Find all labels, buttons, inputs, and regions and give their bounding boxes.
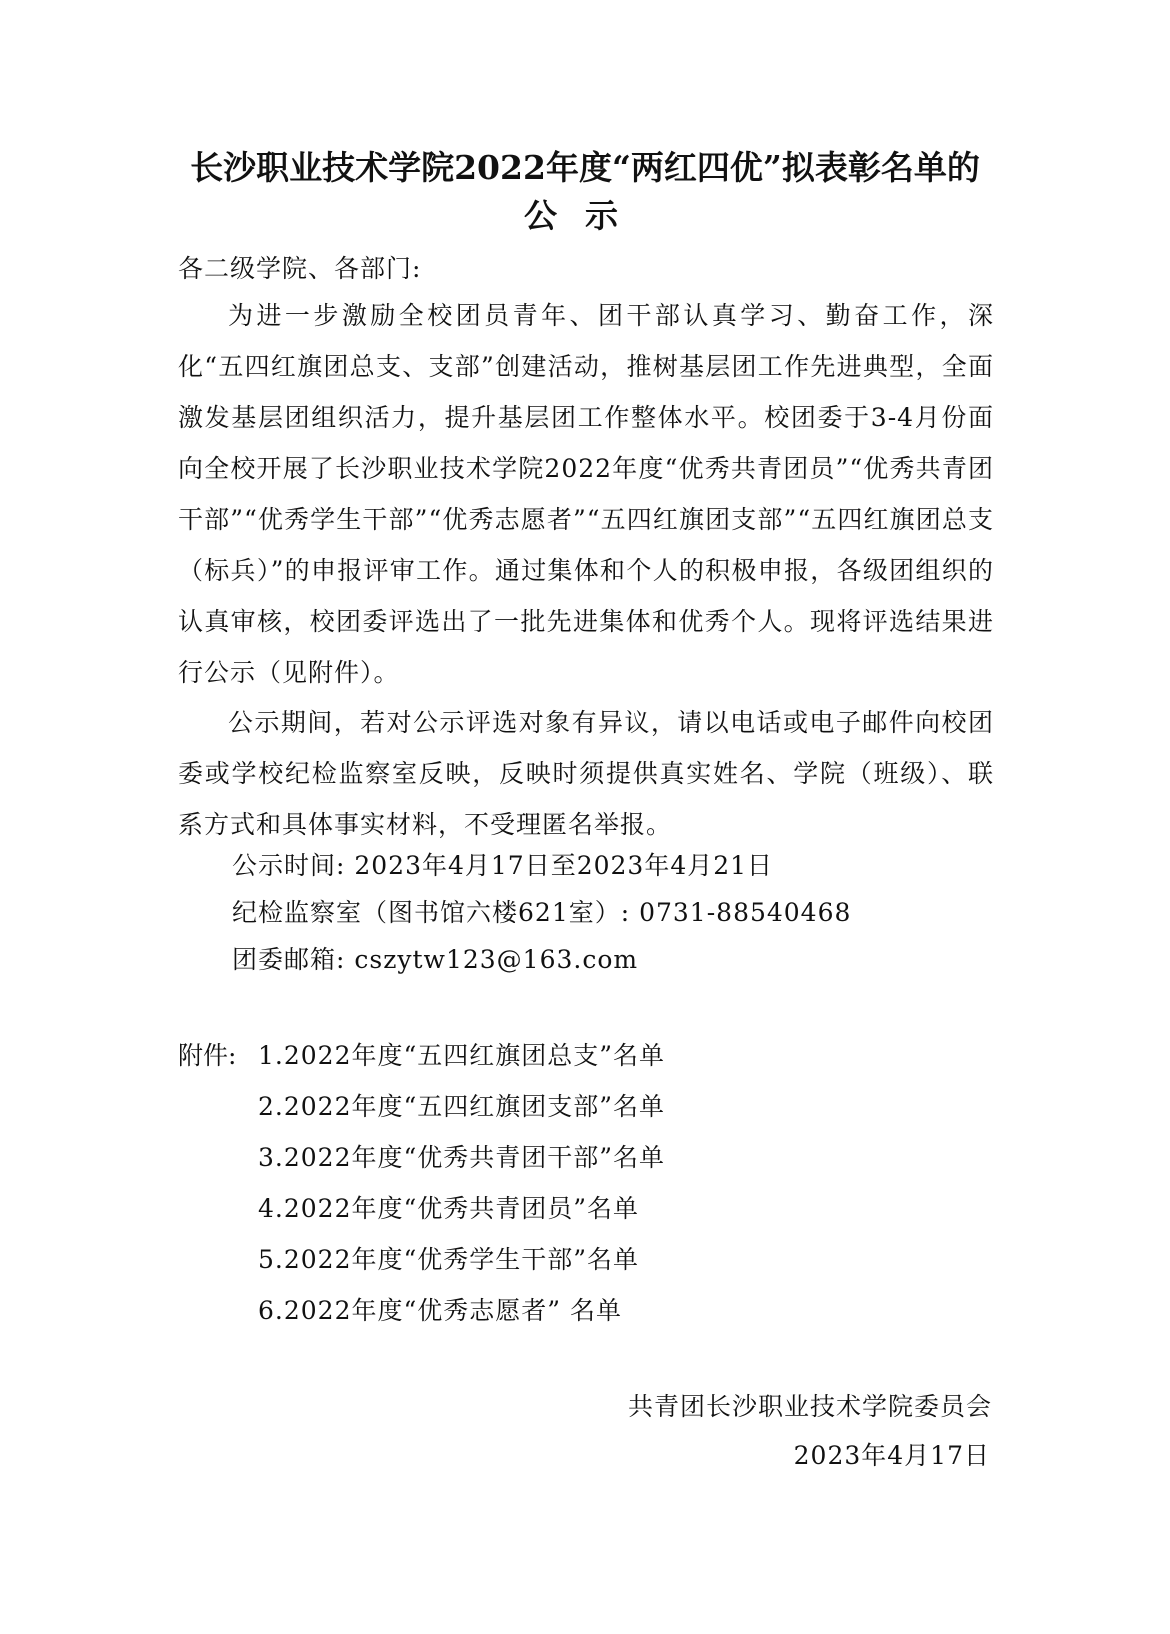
discipline-office-phone: 纪检监察室（图书馆六楼621室）: 0731-88540468	[232, 898, 852, 927]
attachment-item: 3.2022年度“优秀共青团干部”名单	[258, 1143, 666, 1172]
attachment-item: 1.2022年度“五四红旗团总支”名单	[258, 1041, 666, 1070]
attachment-item: 2.2022年度“五四红旗团支部”名单	[258, 1092, 666, 1121]
document-title-suffix: 公示	[524, 196, 646, 235]
attachment-item: 6.2022年度“优秀志愿者” 名单	[258, 1296, 622, 1325]
body-paragraph: 为进一步激励全校团员青年、团干部认真学习、勤奋工作，深化“五四红旗团总支、支部”创建活动，推树基层团工作先进典型，全面激发基层团组织活力，提升基层团工作整体水平。校团委于3-4月份面向全校开展了长沙职业技术学院2022年度“优秀共青团员”“优秀共青团干部”“优秀学生干部”“优秀志愿者”“五四红旗团支部”“五四红旗团总支（标兵）”的申报评审工作。通过集体和个人的积极申报，各级团组织的认真审核，校团委评选出了一批先进集体和优秀个人。现将评选结果进行公示（见附件）。	[178, 301, 994, 687]
publicity-period: 公示时间: 2023年4月17日至2023年4月21日	[232, 851, 774, 880]
attachment-item: 5.2022年度“优秀学生干部”名单	[258, 1245, 640, 1274]
attachments-label: 附件:	[178, 1041, 237, 1070]
attachment-item: 4.2022年度“优秀共青团员”名单	[258, 1194, 640, 1223]
league-email: 团委邮箱: cszytw123@163.com	[232, 945, 639, 974]
signature-date: 2023年4月17日	[793, 1441, 990, 1470]
document-title: 长沙职业技术学院2022年度“两红四优”拟表彰名单的	[190, 148, 980, 187]
salutation: 各二级学院、各部门:	[178, 254, 422, 283]
signature-organization: 共青团长沙职业技术学院委员会	[627, 1392, 992, 1421]
body-paragraph: 公示期间，若对公示评选对象有异议，请以电话或电子邮件向校团委或学校纪检监察室反映，反映时须提供真实姓名、学院（班级）、联系方式和具体事实材料，不受理匿名举报。	[178, 708, 994, 839]
